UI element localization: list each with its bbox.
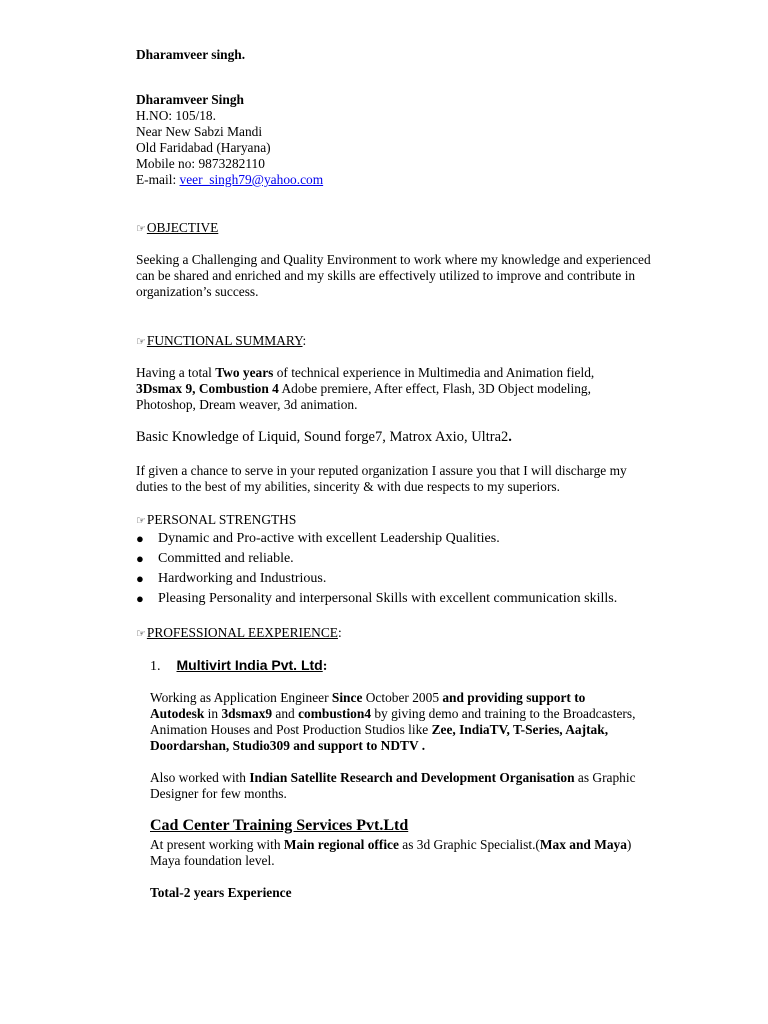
objective-heading — [136, 220, 656, 237]
company-1-number: 1. — [150, 659, 161, 674]
professional-experience-heading: ☞PROFESSIONAL EEXPERIENCE: — [136, 625, 342, 640]
list-item: ● Pleasing Personality and interpersonal Skills with excellent communication skills. — [136, 589, 696, 609]
bullet-icon: ● — [136, 531, 144, 546]
company-2-name: Cad Center Training Services Pvt.Ltd — [150, 817, 409, 834]
list-item: ● Hardworking and Industrious. — [136, 569, 696, 589]
functional-summary-paragraph-1: Having a total Two years of technical experience in Multimedia and Animation field, 3Dsmax 9, Combustion 4 Adobe premiere, After effect, Flash, 3D Object modeling, Photoshop, Dream weaver, 3d animation. — [136, 365, 595, 412]
professional-experience-heading-text: PROFESSIONAL EEXPERIENCE — [146, 625, 338, 640]
contact-name: Dharamveer Singh — [136, 92, 244, 107]
contact-mobile: Mobile no: 9873282110 — [136, 156, 265, 171]
list-item: ● Dynamic and Pro-active with excellent Leadership Qualities. — [136, 529, 696, 549]
pointing-hand-icon: ☞ — [136, 335, 146, 348]
contact-city: Old Faridabad (Haryana) — [136, 140, 271, 155]
functional-summary-heading: ☞FUNCTIONAL SUMMARY: — [136, 333, 307, 348]
document-title — [136, 47, 656, 63]
pointing-hand-icon: ☞ — [136, 514, 146, 527]
company-1-name: Multivirt India Pvt. Ltd — [176, 657, 323, 673]
company-2-title — [150, 818, 670, 834]
email-label: E-mail: — [136, 172, 180, 187]
company-1-title: 1. Multivirt India Pvt. Ltd: — [150, 657, 328, 674]
bullet-icon: ● — [136, 551, 144, 566]
pointing-hand-icon: ☞ — [136, 627, 146, 640]
bullet-icon: ● — [136, 591, 144, 606]
contact-area: Near New Sabzi Mandi — [136, 124, 263, 139]
company-1-additional: Also worked with Indian Satellite Research and Development Organisation as Graphic Designer for few months. — [150, 770, 636, 801]
personal-strengths-heading-text: PERSONAL STRENGTHS — [146, 512, 297, 527]
personal-strengths-heading — [136, 512, 656, 529]
list-item: ● Committed and reliable. — [136, 549, 696, 569]
strengths-list — [136, 529, 696, 609]
company-2-description: At present working with Main regional office as 3d Graphic Specialist.(Max and Maya) Maya foundation level. — [150, 837, 632, 868]
pointing-hand-icon: ☞ — [136, 222, 146, 235]
email-link[interactable]: veer_singh79@yahoo.com — [179, 172, 324, 187]
bullet-icon: ● — [136, 571, 144, 586]
company-1-description: Working as Application Engineer Since October 2005 and providing support to Autodesk in 3dsmax9 and combustion4 by giving demo and training to the Broadcasters, Animation Houses and Post Production Studios like Zee, IndiaTV, T-Series, Aajtak, Doordarshan, Studio309 and support to NDTV . — [150, 690, 636, 753]
contact-block — [136, 92, 656, 188]
functional-summary-paragraph-3: If given a chance to serve in your reputed organization I assure you that I will discharge my duties to the best of my abilities, sincerity & with due respects to my superiors. — [136, 463, 627, 494]
objective-heading-text: OBJECTIVE — [146, 220, 219, 235]
contact-email-line — [136, 172, 656, 188]
functional-summary-paragraph-2: Basic Knowledge of Liquid, Sound forge7, Matrox Axio, Ultra2. — [136, 429, 512, 445]
contact-house-number: H.NO: 105/18. — [136, 108, 216, 123]
total-experience: Total-2 years Experience — [150, 885, 292, 900]
title-text: Dharamveer singh. — [136, 47, 246, 62]
objective-text: Seeking a Challenging and Quality Environment to work where my knowledge and experienced can be shared and enriched and my skills are effectively utilized to improve and contribute in organization’s success. — [136, 252, 651, 299]
functional-summary-heading-text: FUNCTIONAL SUMMARY — [146, 333, 303, 348]
